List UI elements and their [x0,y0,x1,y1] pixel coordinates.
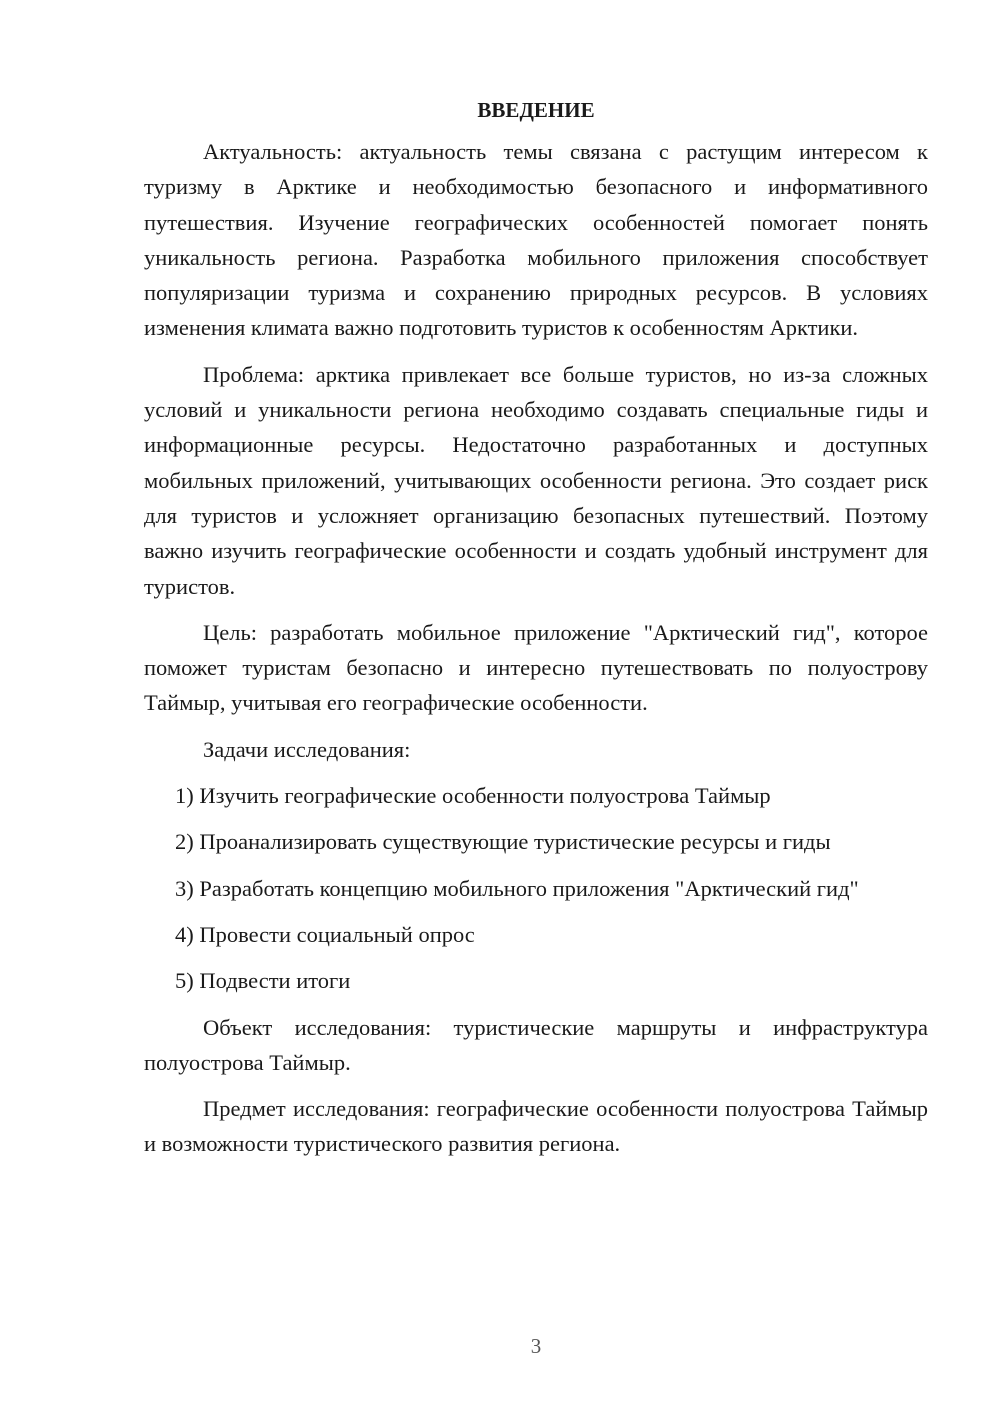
problem-paragraph: Проблема: арктика привлекает все больше туристов, но из-за сложных условий и уникальности региона необходимо создавать специальные гиды и информационные ресурсы. Недостаточно разработанных и доступных мобильных приложений, учитывающих особенности региона. Это создает риск для туристов и усложняет организацию безопасных путешествий. Поэтому важно изучить географические особенности и создать удобный инструмент для туристов. [144,361,928,599]
task-item: 2) Проанализировать существующие туристические ресурсы и гиды [175,829,831,855]
task-item: 5) Подвести итоги [175,968,351,994]
task-item: 4) Провести социальный опрос [175,921,475,947]
tasks-title: Задачи исследования: [203,736,411,762]
object-paragraph: Объект исследования: туристические маршруты и инфраструктура полуострова Таймыр. [144,1014,928,1075]
subject-paragraph: Предмет исследования: географические особенности полуострова Таймыр и возможности туристического развития региона. [144,1096,928,1157]
task-item: 1) Изучить географические особенности полуострова Таймыр [175,783,771,809]
relevance-paragraph: Актуальность: актуальность темы связана с растущим интересом к туризму в Арктике и необходимостью безопасного и информативного путешествия. Изучение географических особенностей помогает понять уникальность региона. Разработка мобильного приложения способствует популяризации туризма и сохранению природных ресурсов. В условиях изменения климата важно подготовить туристов к особенностям Арктики. [144,139,928,341]
page-content [144,90,928,1173]
page-heading: ВВЕДЕНИЕ [477,98,595,122]
goal-paragraph: Цель: разработать мобильное приложение "Арктический гид", которое поможет туристам безопасно и интересно путешествовать по полуострову Таймыр, учитывая его географические особенности. [144,619,928,716]
task-item: 3) Разработать концепцию мобильного приложения "Арктический гид" [175,875,859,901]
page-number: 3 [530,1334,542,1358]
